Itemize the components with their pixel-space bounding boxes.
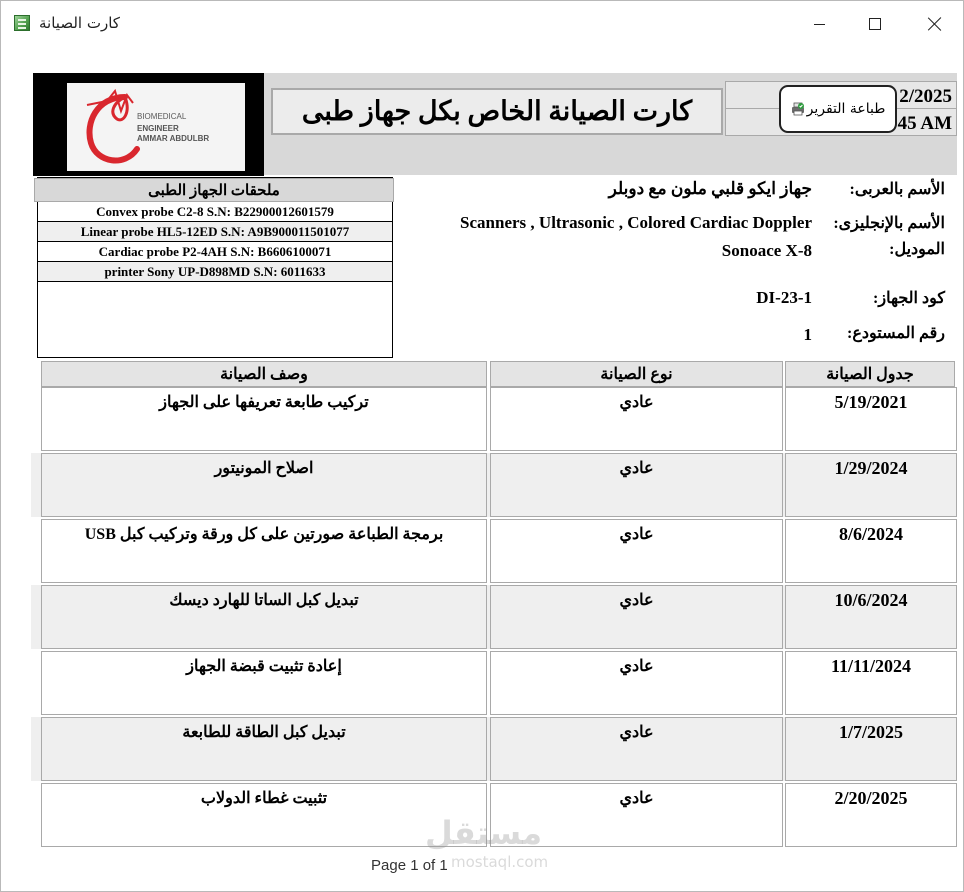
accessory-item: printer Sony UP-D898MD S.N: 6011633	[38, 262, 392, 282]
model-label: الموديل:	[889, 241, 945, 258]
page-number: Page 1 of 1	[371, 857, 448, 874]
title-bar	[1, 1, 963, 45]
table-row	[31, 387, 957, 451]
report-title: كارت الصيانة الخاص بكل جهاز طبى	[271, 88, 723, 135]
column-header-description: وصف الصيانة	[41, 361, 487, 387]
watermark	[425, 814, 549, 871]
maintenance-description: تبديل كبل الساتا للهارد ديسك	[41, 585, 487, 649]
device-code-label: كود الجهاز:	[873, 290, 945, 307]
device-code-value: DI-23-1	[756, 288, 812, 307]
arabic-name-label: الأسم بالعربى:	[849, 181, 945, 198]
english-name-value: Scanners , Ultrasonic , Colored Cardiac Doppler	[460, 213, 812, 232]
maintenance-date: 1/29/2024	[785, 453, 957, 517]
model-value: Sonoace X-8	[721, 241, 812, 260]
minimize-icon	[814, 24, 825, 25]
print-report-label: طباعة التقرير	[806, 101, 886, 117]
logo-text-line1: BIOMEDICAL	[137, 112, 187, 121]
maintenance-type: عادي	[490, 717, 783, 781]
maintenance-description: برمجة الطباعة صورتين على كل ورقة وتركيب كبل USB	[41, 519, 487, 583]
maintenance-date: 1/7/2025	[785, 717, 957, 781]
close-icon	[928, 17, 942, 31]
maintenance-type: عادي	[490, 453, 783, 517]
logo-text-line3: AMMAR ABDULBR	[137, 134, 210, 143]
table-row	[31, 519, 957, 583]
print-report-button[interactable]	[779, 85, 897, 133]
warehouse-number-value: 1	[803, 325, 812, 344]
maintenance-description: إعادة تثبيت قبضة الجهاز	[41, 651, 487, 715]
table-row	[31, 717, 957, 781]
arabic-name-value: جهاز ايكو قلبي ملون مع دوبلر	[608, 179, 812, 198]
accessory-item: Cardiac probe P2-4AH S.N: B6606100071	[38, 242, 392, 262]
close-button[interactable]	[912, 8, 958, 40]
table-row	[31, 453, 957, 517]
maintenance-date: 8/6/2024	[785, 519, 957, 583]
warehouse-number-label: رقم المستودع:	[847, 325, 945, 342]
maintenance-type: عادي	[490, 519, 783, 583]
maintenance-date: 10/6/2024	[785, 585, 957, 649]
column-header-schedule: جدول الصيانة	[785, 361, 955, 387]
maximize-icon	[869, 18, 881, 30]
column-header-type: نوع الصيانة	[490, 361, 783, 387]
window-title: كارت الصيانة	[39, 14, 120, 32]
access-form-icon	[14, 15, 30, 31]
maintenance-type: عادي	[490, 651, 783, 715]
maintenance-type: عادي	[490, 783, 783, 847]
minimize-button[interactable]	[796, 8, 842, 40]
report-time: 45 AM	[897, 113, 952, 134]
maintenance-type: عادي	[490, 585, 783, 649]
maximize-button[interactable]	[852, 8, 898, 40]
table-row	[31, 585, 957, 649]
print-report-icon	[791, 102, 805, 116]
accessories-box	[37, 177, 393, 358]
maintenance-date: 11/11/2024	[785, 651, 957, 715]
accessories-header: ملحقات الجهاز الطبى	[34, 178, 394, 202]
maintenance-date: 5/19/2021	[785, 387, 957, 451]
accessory-item: Linear probe HL5-12ED S.N: A9B900011501077	[38, 222, 392, 242]
watermark-latin: mostaql.com	[451, 853, 549, 871]
logo-text-line2: ENGINEER	[137, 124, 179, 133]
accessory-item: Convex probe C2-8 S.N: B22900012601579	[38, 202, 392, 222]
table-row	[31, 651, 957, 715]
maintenance-description: تثبيت غطاء الدولاب	[41, 783, 487, 847]
maintenance-description: اصلاح المونيتور	[41, 453, 487, 517]
english-name-label: الأسم بالإنجليزى:	[833, 215, 945, 232]
maintenance-description: تبديل كبل الطاقة للطابعة	[41, 717, 487, 781]
maintenance-type: عادي	[490, 387, 783, 451]
report-date: 2/2025	[899, 86, 952, 107]
maintenance-description: تركيب طابعة تعريفها على الجهاز	[41, 387, 487, 451]
maintenance-date: 2/20/2025	[785, 783, 957, 847]
watermark-arabic: مستقل	[425, 814, 543, 852]
